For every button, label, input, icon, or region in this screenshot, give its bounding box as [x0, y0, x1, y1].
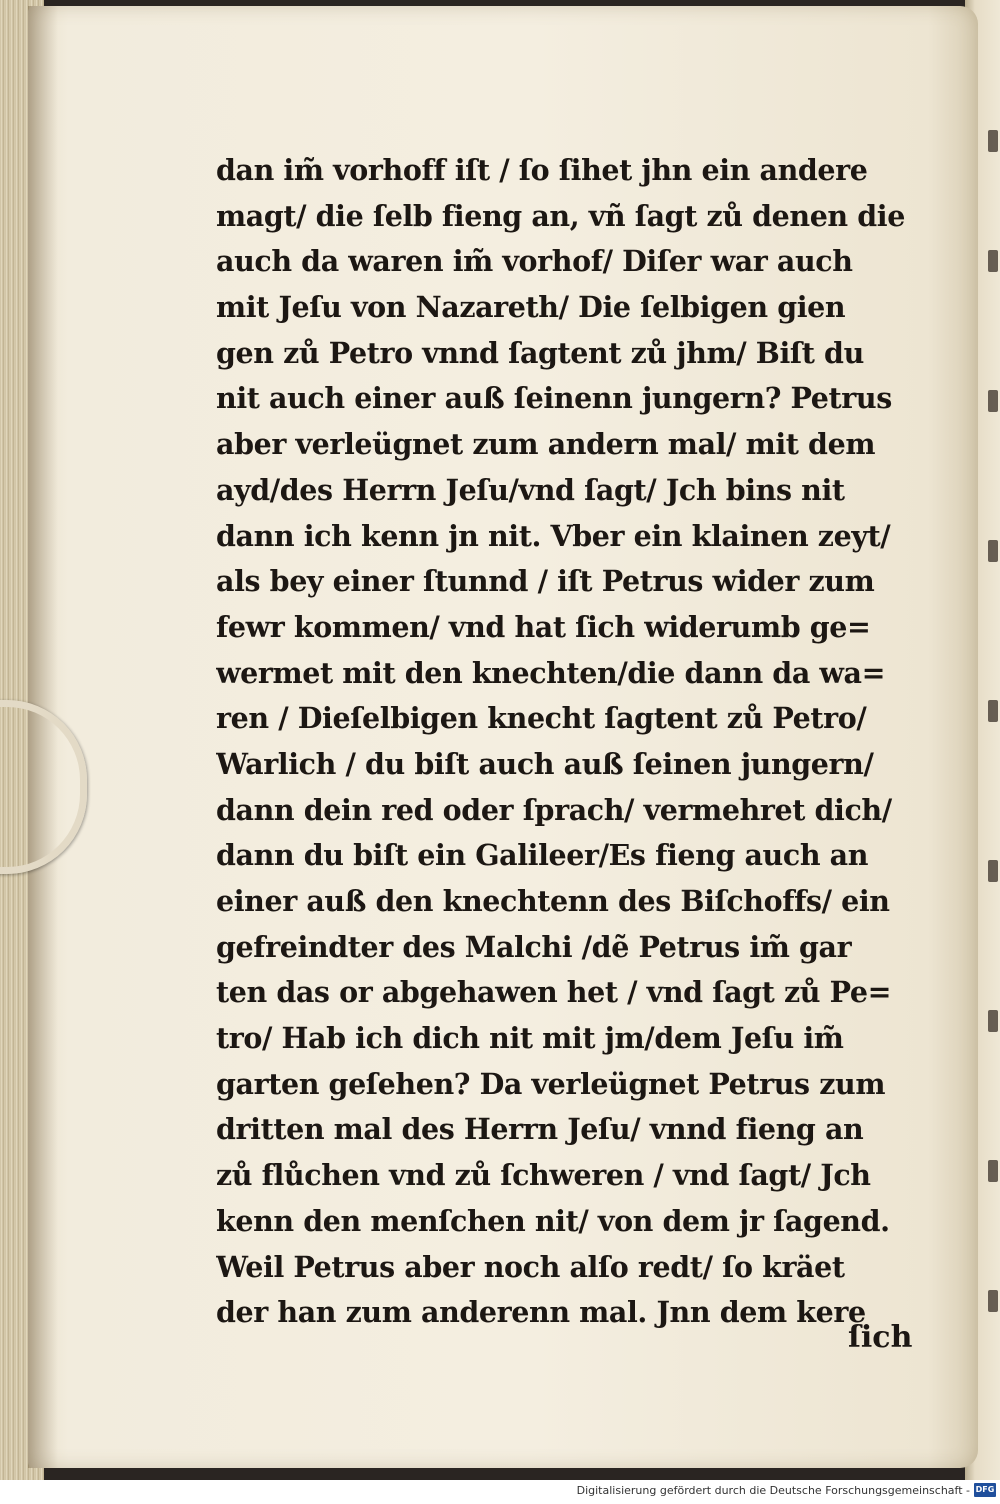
- text-line: gefreindter des Malchi /dẽ Petrus im̃ gar: [216, 929, 852, 964]
- text-line: dann du biſt ein Galileer/Es fieng auch an: [216, 838, 869, 873]
- facing-page-fragment: [988, 130, 998, 152]
- footer-bar: [0, 1480, 1000, 1504]
- facing-page-fragment: [988, 250, 998, 272]
- facing-page-fragment: [988, 1010, 998, 1032]
- facing-page-fragment: [988, 1160, 998, 1182]
- dfg-logo: DFG: [974, 1483, 996, 1497]
- text-line: gen zů Petro vnnd ſagtent zů jhm/ Biſt du: [216, 335, 864, 370]
- page-text-block: [216, 148, 932, 1336]
- facing-page-fragment: [988, 700, 998, 722]
- text-line: kenn den menſchen nit/ von dem jr ſagend.: [216, 1203, 890, 1238]
- text-line: als bey einer ſtunnd / iſt Petrus wider zum: [216, 564, 875, 599]
- facing-page-fragment: [988, 390, 998, 412]
- catchword: ſich: [848, 1320, 913, 1355]
- text-line: dan im̃ vorhoff iſt / ſo ſihet jhn ein andere: [216, 153, 868, 187]
- text-line: ayd/des Herrn Jeſu/vnd ſagt/ Jch bins nit: [216, 472, 845, 507]
- facing-page-fragment: [988, 540, 998, 562]
- text-line: nit auch einer auß ſeinenn jungern? Petrus: [216, 381, 892, 416]
- text-line: tro/ Hab ich dich nit mit jm/dem Jeſu im̃: [216, 1021, 844, 1056]
- facing-page-fragment: [988, 1290, 998, 1312]
- facing-page-fragment: [988, 860, 998, 882]
- text-line: dann dein red oder ſprach/ vermehret dich/: [216, 792, 892, 827]
- text-line: zů flůchen vnd zů ſchweren / vnd ſagt/ Jch: [216, 1158, 871, 1193]
- text-line: wermet mit den knechten/die dann da wa=: [216, 655, 886, 690]
- text-line: magt/ die ſelb fieng an, vñ ſagt zů denen die: [216, 198, 905, 233]
- text-line: ten das or abgehawen het / vnd ſagt zů Pe=: [216, 975, 892, 1010]
- text-line: der han zum anderenn mal. Jnn dem kere: [216, 1295, 866, 1330]
- text-line: dritten mal des Herrn Jeſu/ vnnd fieng an: [216, 1112, 864, 1147]
- footer-credit-text: Digitalisierung gefördert durch die Deutsche Forschungsgemeinschaft -: [576, 1484, 970, 1497]
- text-line: einer auß den knechtenn des Biſchoffs/ ein: [216, 884, 890, 918]
- text-line: fewr kommen/ vnd hat ſich widerumb ge=: [216, 609, 871, 644]
- text-line: garten geſehen? Da verleügnet Petrus zum: [216, 1066, 886, 1101]
- text-line: mit Jeſu von Nazareth/ Die ſelbigen gien: [216, 290, 846, 325]
- text-line: Weil Petrus aber noch alſo redt/ ſo kräet: [216, 1249, 845, 1284]
- text-line: ren / Dieſelbigen knecht ſagtent zů Petro/: [216, 701, 867, 736]
- text-line: auch da waren im̃ vorhof/ Diſer war auch: [216, 244, 853, 279]
- text-line: Warlich / du biſt auch auß ſeinen jungern/: [216, 746, 874, 781]
- text-line: dann ich kenn jn nit. Vber ein klainen zeyt/: [216, 518, 891, 553]
- text-line: aber verleügnet zum andern mal/ mit dem: [216, 427, 876, 462]
